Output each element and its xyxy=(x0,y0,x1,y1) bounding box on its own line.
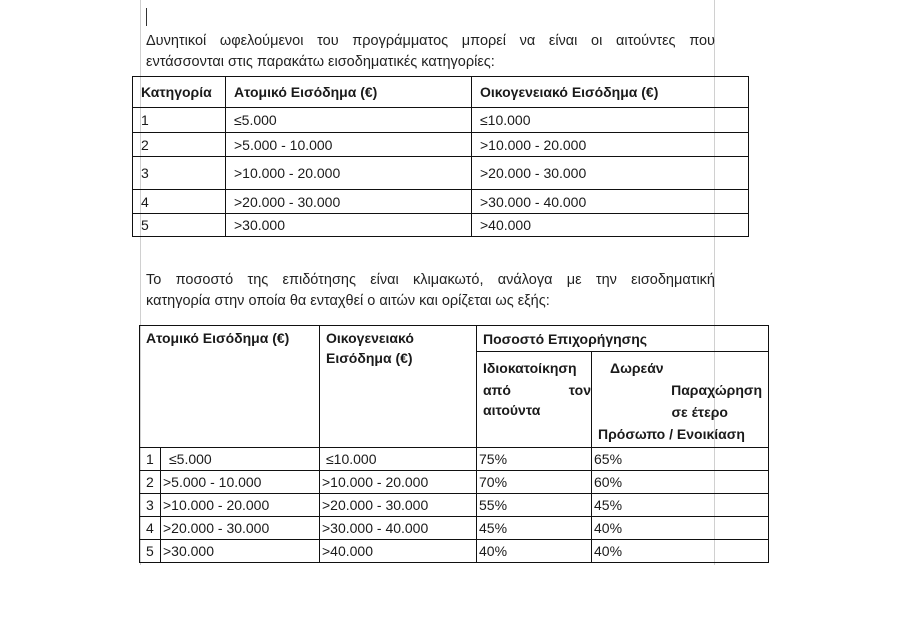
header-individual-income xyxy=(140,326,320,448)
cell-category: 4 xyxy=(140,517,161,540)
cell-category: 2 xyxy=(140,471,161,494)
cell-category: 5 xyxy=(133,214,226,237)
cell-free-percent: 40% xyxy=(592,540,769,563)
free-line-2: Παραχώρηση xyxy=(671,382,762,398)
free-line-4: Πρόσωπο / Ενοικίαση xyxy=(598,426,745,442)
cell-individual: >5.000 - 10.000 xyxy=(161,471,320,494)
table-row xyxy=(140,471,769,494)
cell-individual: >20.000 - 30.000 xyxy=(226,190,472,214)
cell-family: >20.000 - 30.000 xyxy=(472,157,749,190)
cell-family: >20.000 - 30.000 xyxy=(320,494,477,517)
cell-category: 1 xyxy=(133,108,226,133)
table-row xyxy=(140,448,769,471)
cell-family: >30.000 - 40.000 xyxy=(320,517,477,540)
cell-free-percent: 60% xyxy=(592,471,769,494)
owner-line-3: αιτούντα xyxy=(483,402,541,418)
header-family-line-2: Εισόδημα (€) xyxy=(326,350,413,366)
header-owner-occupied xyxy=(477,352,592,448)
owner-line-1: Ιδιοκατοίκηση xyxy=(483,360,577,376)
cell-individual: ≤5.000 xyxy=(226,108,472,133)
cell-owner-percent: 45% xyxy=(477,517,592,540)
cell-family: ≤10.000 xyxy=(320,448,477,471)
cell-individual: >30.000 xyxy=(161,540,320,563)
free-line-3: σε έτερο xyxy=(671,404,728,420)
cell-owner-percent: 70% xyxy=(477,471,592,494)
cell-category: 1 xyxy=(140,448,161,471)
table-row xyxy=(140,517,769,540)
cell-individual: ≤5.000 xyxy=(161,448,320,471)
table-row xyxy=(133,157,749,190)
cell-individual: >20.000 - 30.000 xyxy=(161,517,320,540)
cell-owner-percent: 75% xyxy=(477,448,592,471)
table-row xyxy=(140,540,769,563)
cell-category: 5 xyxy=(140,540,161,563)
owner-line-2 xyxy=(483,382,591,398)
table-row xyxy=(140,494,769,517)
subsidy-percentage-table xyxy=(139,325,769,563)
cell-family: >30.000 - 40.000 xyxy=(472,190,749,214)
cell-category: 4 xyxy=(133,190,226,214)
intro-line-1: Δυνητικοί ωφελούμενοι του προγράμματος μπορεί να είναι οι αιτούντες που xyxy=(146,33,715,49)
header-individual-income: Ατομικό Εισόδημα (€) xyxy=(226,77,472,108)
cell-individual: >30.000 xyxy=(226,214,472,237)
subsidy-line-1: Το ποσοστό της επιδότησης είναι κλιμακωτό, ανάλογα με την εισοδηματική xyxy=(146,272,715,288)
header-category: Κατηγορία xyxy=(133,77,226,108)
cell-free-percent: 65% xyxy=(592,448,769,471)
cell-free-percent: 40% xyxy=(592,517,769,540)
subsidy-paragraph xyxy=(146,270,715,312)
free-line-1: Δωρεάν xyxy=(610,360,664,376)
text-cursor xyxy=(146,8,147,26)
table-row xyxy=(133,133,749,157)
cell-family: >40.000 xyxy=(472,214,749,237)
intro-paragraph xyxy=(146,31,715,73)
table-row xyxy=(133,214,749,237)
cell-owner-percent: 40% xyxy=(477,540,592,563)
owner-line-2b: τον xyxy=(568,382,591,398)
table-row xyxy=(133,108,749,133)
cell-family: ≤10.000 xyxy=(472,108,749,133)
cell-individual: >10.000 - 20.000 xyxy=(226,157,472,190)
owner-line-2a: από xyxy=(483,382,511,398)
income-category-table xyxy=(132,76,749,237)
header-family-income: Οικογενειακό Εισόδημα (€) xyxy=(472,77,749,108)
cell-free-percent: 45% xyxy=(592,494,769,517)
cell-family: >10.000 - 20.000 xyxy=(320,471,477,494)
cell-category: 3 xyxy=(140,494,161,517)
table-header-row xyxy=(133,77,749,108)
header-individual-label: Ατομικό Εισόδημα (€) xyxy=(146,330,290,346)
cell-category: 3 xyxy=(133,157,226,190)
header-free-concession xyxy=(592,352,769,448)
table-row xyxy=(133,190,749,214)
subsidy-line-2: κατηγορία στην οποία θα ενταχθεί ο αιτών και ορίζεται ως εξής: xyxy=(146,293,550,309)
cell-individual: >5.000 - 10.000 xyxy=(226,133,472,157)
cell-family: >10.000 - 20.000 xyxy=(472,133,749,157)
cell-individual: >10.000 - 20.000 xyxy=(161,494,320,517)
header-subsidy-percent: Ποσοστό Επιχορήγησης xyxy=(477,326,769,352)
table-header-row xyxy=(140,326,769,352)
cell-category: 2 xyxy=(133,133,226,157)
header-family-line-1: Οικογενειακό xyxy=(326,330,414,346)
cell-family: >40.000 xyxy=(320,540,477,563)
cell-owner-percent: 55% xyxy=(477,494,592,517)
header-family-income xyxy=(320,326,477,448)
intro-line-2: εντάσσονται στις παρακάτω εισοδηματικές κατηγορίες: xyxy=(146,54,495,70)
